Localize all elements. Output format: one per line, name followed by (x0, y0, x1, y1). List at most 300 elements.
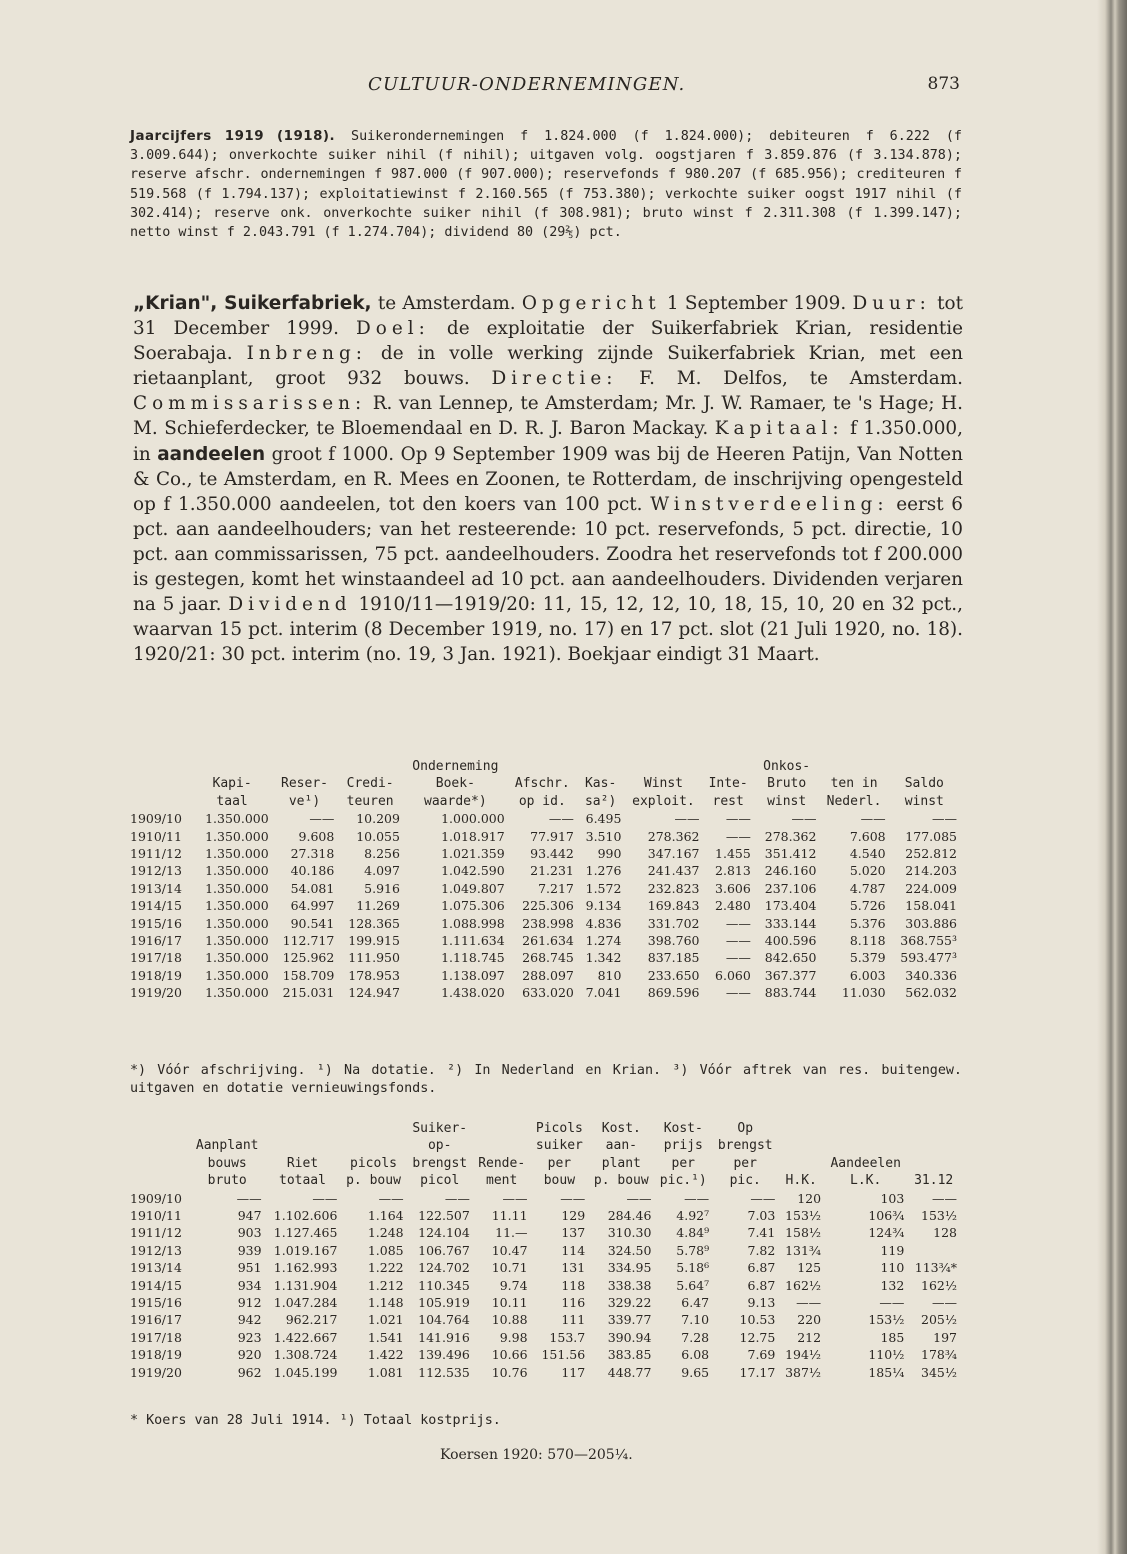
production-table-header-cell: Kost- (663, 1121, 703, 1136)
financial-table-header-cell: taal (216, 793, 248, 809)
financial-table-value-cell: 40.186 (290, 863, 335, 879)
krian-entry (133, 291, 963, 667)
financial-table-value-cell: 5.379 (849, 950, 886, 966)
financial-table-value-cell: 340.336 (905, 967, 957, 983)
production-table-value-cell: 10.66 (491, 1347, 528, 1363)
financial-table-value-cell: 278.362 (647, 828, 700, 844)
production-table-header-cell: L.K. (850, 1173, 882, 1189)
financial-table-header-cell: winst (767, 793, 807, 809)
financial-table-value-cell: 225.306 (522, 898, 574, 914)
financial-table-value-cell: 1.088.998 (441, 915, 505, 931)
financial-table-value-cell: 93.442 (530, 846, 574, 862)
financial-table-value-cell: —— (309, 811, 335, 827)
production-table-header-row (130, 1155, 960, 1172)
financial-table-header-cell: Bruto (767, 776, 807, 792)
production-table-value-cell: 329.22 (607, 1295, 652, 1311)
production-table-value-cell: 9.65 (681, 1364, 710, 1380)
production-table-header-cell: bruto (207, 1173, 247, 1189)
financial-table-header-cell (130, 793, 192, 810)
financial-table-header-cell: exploit. (632, 793, 695, 809)
financial-table-value-cell: 6.495 (585, 811, 622, 827)
production-table-value-cell: 1.422 (367, 1347, 404, 1363)
production-table-value-cell: 120 (797, 1190, 822, 1206)
label-inbreng: Inbreng: (246, 343, 367, 365)
financial-table-value-cell: 5.020 (849, 863, 886, 879)
production-table-value-cell: —— (502, 1190, 528, 1206)
financial-table-value-cell: —— (725, 933, 751, 949)
production-table-value-cell: 153½ (785, 1208, 822, 1224)
financial-table-header-cell: Afschr. (514, 776, 570, 792)
financial-table-value-cell: 112.717 (282, 933, 335, 949)
production-table-value-cell (907, 1242, 960, 1259)
production-table-row (130, 1346, 960, 1363)
production-table-value-cell: 5.64⁷ (676, 1277, 710, 1293)
financial-table-value-cell: 347.167 (647, 846, 700, 862)
financial-table-value-cell: 1.000.000 (441, 811, 505, 827)
financial-table-year-cell: 1915/16 (130, 915, 182, 931)
financial-table-value-cell: 2.813 (715, 863, 751, 879)
financial-table-header-cell: Kapi- (212, 776, 252, 792)
production-table-value-cell: —— (378, 1190, 404, 1206)
production-table-value-cell: 920 (237, 1347, 262, 1363)
financial-table-header-cell (702, 758, 753, 775)
production-table-value-cell: 339.77 (607, 1312, 652, 1328)
production-table-header-cell (778, 1155, 824, 1172)
production-table-value-cell: 129 (561, 1208, 586, 1224)
financial-table-value-cell: 367.377 (764, 967, 817, 983)
production-table-header-cell: per (547, 1155, 572, 1171)
financial-table-value-cell: 214.203 (905, 863, 957, 879)
financial-table-value-cell: 8.118 (849, 933, 886, 949)
running-header (130, 74, 960, 102)
financial-table-year-cell: 1916/17 (130, 933, 182, 949)
financial-table-value-cell: 1.118.745 (441, 950, 505, 966)
label-dividend: Dividend (228, 594, 352, 616)
financial-table-header-cell: Kas- (584, 776, 617, 792)
production-table-value-cell: 153½ (868, 1312, 905, 1328)
financial-table-value-cell: 224.009 (905, 880, 957, 896)
financial-table-value-cell: 261.634 (522, 933, 574, 949)
production-table-row (130, 1207, 960, 1224)
production-table-header-row (130, 1172, 960, 1189)
production-table-header-cell: Op (737, 1121, 754, 1136)
production-table-value-cell: 7.82 (747, 1242, 776, 1258)
production-table-header-cell: bouw (543, 1173, 576, 1189)
production-table-value-cell: 912 (237, 1295, 262, 1311)
label-doel: Doel: (356, 318, 430, 340)
production-table-value-cell: —— (236, 1190, 262, 1206)
financial-table-header-cell (577, 758, 625, 775)
production-table-value-cell: 923 (237, 1329, 262, 1345)
production-table-value-cell: 1.047.284 (273, 1295, 338, 1311)
financial-table-value-cell: 11.269 (356, 898, 400, 914)
production-table-header-cell (130, 1155, 190, 1172)
financial-table-value-cell: 1.138.097 (441, 967, 505, 983)
production-table-value-cell: 338.38 (607, 1277, 652, 1293)
production-table-value-cell: 132 (880, 1277, 905, 1293)
financial-table-value-cell: —— (860, 811, 886, 827)
production-table-header-cell (130, 1120, 190, 1137)
production-table-year-cell: 1910/11 (130, 1208, 182, 1224)
production-table-header-cell (130, 1172, 190, 1189)
financial-table-header-cell: Saldo (904, 776, 944, 792)
production-table-value-cell: 942 (237, 1312, 262, 1328)
production-table-value-cell: 104.764 (418, 1312, 470, 1328)
financial-table-header-cell: Credi- (346, 776, 394, 792)
production-table-header-cell: brengst (717, 1138, 773, 1154)
financial-table-row (130, 949, 960, 966)
krian-text-3: tot 31 December 1999. (133, 293, 963, 340)
financial-table-value-cell: 1.111.634 (441, 933, 505, 949)
label-opgericht: Opgericht (521, 293, 661, 314)
production-table-header-cell (778, 1120, 824, 1137)
production-table-value-cell: —— (684, 1190, 710, 1206)
financial-table-header-cell: rest (712, 793, 744, 809)
production-table-value-cell: 334.95 (607, 1260, 652, 1276)
financial-table-value-cell: 1.350.000 (205, 880, 269, 896)
financial-table-header-cell (272, 758, 338, 775)
production-table-header-cell: pic. (729, 1173, 761, 1189)
production-table-value-cell: 934 (237, 1277, 262, 1293)
financial-table-value-cell: 1.455 (715, 846, 751, 862)
production-table-value-cell: 106.767 (418, 1242, 470, 1258)
financial-table-value-cell: 3.606 (715, 880, 751, 896)
production-table-year-cell: 1914/15 (130, 1277, 182, 1293)
production-table-value-cell: 10.47 (491, 1242, 528, 1258)
financial-table-value-cell: 125.962 (282, 950, 335, 966)
financial-table (130, 758, 960, 1002)
financial-table-value-cell: 633.020 (522, 985, 574, 1001)
financial-table-value-cell: 7.041 (585, 985, 622, 1001)
krian-text-10: eerst 6 pct. aan aandeelhouders; van het resteerende: 10 pct. reservefonds, 5 pct. directie, 10 pct. aan commissarissen, 75 pct. aandeelhouders. Zoodra het reservefonds tot f 200.000 is gestegen, komt het winstaandeel ad 10 pct. aan aandeelhouders. Dividenden verjaren na 5 jaar. (133, 493, 963, 616)
financial-table-value-cell: 199.915 (348, 933, 400, 949)
production-table-value-cell: 106¾ (868, 1208, 905, 1224)
financial-table-header-cell (337, 758, 403, 775)
production-table-value-cell: 1.102.606 (273, 1208, 338, 1224)
financial-table-header-cell: Onkos- (763, 759, 811, 774)
financial-table-header-cell (889, 758, 960, 775)
financial-table-value-cell: —— (725, 828, 751, 844)
production-table-row (130, 1224, 960, 1241)
financial-table-value-cell: 5.916 (364, 880, 400, 896)
financial-table-value-cell: 278.362 (764, 828, 817, 844)
financial-table-value-cell: 1.438.020 (441, 985, 505, 1001)
production-table-value-cell: 111 (561, 1312, 586, 1328)
financial-table-value-cell: 232.823 (647, 880, 700, 896)
financial-table-year-cell: 1918/19 (130, 967, 182, 983)
krian-text-7: R. van Lennep, te Amsterdam; Mr. J. W. Ramaer, te 's Hage; H. M. Schieferdecker, te Bloemendaal en D. R. J. Baron Mackay. (133, 393, 963, 440)
production-table-value-cell: 947 (237, 1208, 262, 1224)
financial-table-header-cell: ve¹) (288, 793, 321, 809)
label-duur: Duur: (852, 293, 931, 314)
production-table-value-cell: 10.76 (491, 1364, 528, 1380)
financial-table-value-cell: 1.342 (585, 950, 622, 966)
production-table-header-cell: plant (601, 1155, 641, 1171)
production-table-row (130, 1364, 960, 1381)
production-table-value-cell: 284.46 (607, 1208, 652, 1224)
financial-table-header-cell: op id. (518, 793, 566, 809)
production-table-value-cell: 139.496 (418, 1347, 470, 1363)
production-table-header-row (130, 1120, 960, 1137)
production-table-value-cell: 1.045.199 (273, 1364, 338, 1380)
financial-table-value-cell: 215.031 (282, 985, 335, 1001)
production-table-value-cell: 6.08 (681, 1347, 710, 1363)
production-table-value-cell: 7.41 (747, 1225, 776, 1241)
financial-table-row (130, 932, 960, 949)
production-table-value-cell: 6.87 (747, 1260, 776, 1276)
financial-table-value-cell: 837.185 (647, 950, 700, 966)
production-table-value-cell: 131 (561, 1260, 586, 1276)
production-table-value-cell: 122.507 (418, 1208, 470, 1224)
financial-table-header-cell: Inte- (708, 776, 748, 792)
production-table-value-cell: 962 (237, 1364, 262, 1380)
production-table-value-cell: 1.212 (367, 1277, 404, 1293)
financial-table-header-row (130, 758, 960, 775)
financial-table-value-cell: 1.350.000 (205, 933, 269, 949)
production-table-value-cell: 185 (880, 1329, 905, 1345)
production-table-value-cell: 178¾ (921, 1347, 957, 1363)
production-table-row (130, 1294, 960, 1311)
production-table-value-cell: 1.085 (367, 1242, 404, 1258)
production-table-value-cell: 118 (561, 1277, 586, 1293)
koersen-line: Koersen 1920: 570—205¼. (440, 1447, 633, 1463)
production-table-value-cell: 1.131.904 (273, 1277, 338, 1293)
production-table-value-cell: 153½ (921, 1208, 957, 1224)
production-table-header-cell: Rende- (478, 1155, 526, 1171)
financial-table-value-cell: 368.755³ (900, 933, 957, 949)
financial-table-value-cell: —— (725, 950, 751, 966)
production-table-value-cell: 10.11 (491, 1295, 528, 1311)
production-table-value-cell: 110½ (868, 1347, 905, 1363)
production-table-value-cell: 105.919 (418, 1295, 470, 1311)
financial-table-value-cell: 27.318 (290, 846, 335, 862)
financial-table-value-cell: 5.726 (849, 898, 886, 914)
production-table-value-cell: 124¾ (868, 1225, 905, 1241)
production-table-value-cell: 387½ (785, 1364, 822, 1380)
production-table-header-cell: Riet (286, 1155, 319, 1171)
financial-table-value-cell: 237.106 (764, 880, 817, 896)
financial-table-year-cell: 1913/14 (130, 880, 182, 896)
financial-table-header-cell: Boek- (435, 776, 475, 792)
label-winstverdeeling: Winstverdeeling: (650, 493, 889, 515)
financial-table-value-cell: —— (674, 811, 700, 827)
production-table-value-cell: —— (750, 1190, 776, 1206)
running-title: CULTUUR-ONDERNEMINGEN. (368, 74, 686, 95)
production-table-value-cell: 194½ (785, 1347, 822, 1363)
production-table-value-cell: 110.345 (418, 1277, 470, 1293)
production-table-row (130, 1190, 960, 1207)
financial-table-value-cell: 11.030 (841, 985, 886, 1001)
production-table-row (130, 1311, 960, 1328)
financial-table-value-cell: 333.144 (764, 915, 817, 931)
financial-table-value-cell: 6.003 (849, 967, 886, 983)
production-table-header-cell: totaal (279, 1173, 326, 1189)
production-table-value-cell: —— (932, 1295, 957, 1311)
financial-table-value-cell: 593.477³ (900, 950, 957, 966)
production-table-value-cell: 1.308.724 (273, 1347, 338, 1363)
production-table-value-cell: 162½ (921, 1277, 957, 1293)
production-table-value-cell: 117 (561, 1364, 586, 1380)
production-table-value-cell: 12.75 (739, 1329, 776, 1345)
production-table-year-cell: 1912/13 (130, 1242, 182, 1258)
production-table-value-cell: —— (879, 1295, 905, 1311)
financial-table-value-cell: 64.997 (290, 898, 335, 914)
production-table-header-cell: prijs (663, 1138, 703, 1154)
financial-table-row (130, 915, 960, 932)
production-table-value-cell: 7.10 (681, 1312, 710, 1328)
production-table-header-cell: aan- (605, 1138, 637, 1154)
financial-table-value-cell: 1.018.917 (441, 828, 505, 844)
production-table-header-cell (824, 1120, 907, 1137)
financial-table-value-cell: 158.709 (282, 967, 335, 983)
production-table-year-cell: 1917/18 (130, 1329, 182, 1345)
production-table-value-cell: 5.78⁹ (676, 1242, 710, 1258)
production-table-value-cell: 345½ (921, 1364, 957, 1380)
financial-table-value-cell: 842.650 (764, 950, 817, 966)
financial-table-value-cell: 3.510 (585, 828, 622, 844)
financial-table-header-cell (624, 758, 702, 775)
financial-table-row (130, 845, 960, 862)
financial-table-value-cell: 1.276 (585, 863, 622, 879)
financial-table-value-cell: 1.572 (585, 880, 622, 896)
production-table-value-cell: 5.18⁶ (676, 1260, 710, 1276)
production-table-value-cell: 7.28 (681, 1329, 710, 1345)
label-commissarissen: Commissarissen: (133, 393, 367, 415)
financial-table-year-cell: 1914/15 (130, 898, 182, 914)
financial-table-header-cell (508, 758, 577, 775)
production-table-value-cell: —— (626, 1190, 652, 1206)
production-table-value-cell: 131¾ (785, 1242, 822, 1258)
krian-text-8: f 1.350.000, in (133, 418, 963, 465)
production-table-value-cell: 116 (561, 1295, 586, 1311)
production-table-value-cell: 1.222 (367, 1260, 404, 1276)
financial-table-value-cell: 111.950 (348, 950, 400, 966)
financial-table-footnote: *) Vóór afschrijving. ¹) Na dotatie. ²) In Nederland en Krian. ³) Vóór aftrek van res. buitengew. uitgaven en dotatie vernieuwingsfonds. (130, 1063, 962, 1096)
production-table-header-cell (130, 1137, 190, 1154)
production-table-value-cell: 6.87 (747, 1277, 776, 1293)
production-table (130, 1120, 960, 1381)
financial-table-header-row (130, 793, 960, 810)
financial-table-value-cell: 303.886 (905, 915, 957, 931)
production-table-value-cell: 310.30 (607, 1225, 652, 1241)
financial-table-value-cell: 54.081 (290, 880, 335, 896)
financial-table-value-cell: 178.953 (348, 967, 400, 983)
financial-table-row (130, 828, 960, 845)
production-table-header-cell (473, 1120, 531, 1137)
production-table-value-cell: 212 (797, 1329, 822, 1345)
financial-table-header-cell: sa²) (584, 793, 617, 809)
financial-table-value-cell: 1.350.000 (205, 915, 269, 931)
financial-table-value-cell: 241.437 (647, 863, 700, 879)
book-page-edge (1097, 0, 1127, 1554)
financial-table-row (130, 967, 960, 984)
production-table-value-cell: 10.53 (739, 1312, 776, 1328)
financial-table-value-cell: 1.042.590 (441, 863, 505, 879)
financial-table-header-cell: Winst (643, 776, 684, 792)
label-aandeelen: aandeelen (157, 443, 266, 465)
financial-table-value-cell: 1.350.000 (205, 811, 269, 827)
krian-text-1: te Amsterdam. (371, 293, 522, 314)
financial-table-value-cell: 562.032 (905, 985, 957, 1001)
financial-table-value-cell: 173.404 (764, 898, 817, 914)
financial-table-value-cell: 2.480 (715, 898, 751, 914)
production-table-value-cell: 9.13 (747, 1295, 776, 1311)
financial-table-header-cell (192, 758, 271, 775)
production-table-header-cell: brengst (412, 1155, 468, 1171)
financial-table-value-cell: 246.160 (764, 863, 817, 879)
production-table-value-cell: 119 (880, 1242, 905, 1258)
production-table-header-cell: Suiker- (412, 1121, 468, 1136)
production-table-year-cell: 1909/10 (130, 1190, 182, 1206)
financial-table-value-cell: 1.075.306 (441, 898, 505, 914)
production-table-value-cell: 220 (797, 1312, 822, 1328)
production-table-header-cell: Aandeelen (830, 1155, 901, 1171)
production-table-value-cell: 185¼ (868, 1364, 905, 1380)
production-table-header-cell: H.K. (785, 1173, 817, 1189)
production-table-value-cell: 114 (561, 1242, 586, 1258)
production-table-header-cell (473, 1137, 531, 1154)
financial-table-value-cell: —— (725, 915, 751, 931)
production-table-value-cell: 448.77 (607, 1364, 652, 1380)
production-table-value-cell: 110 (880, 1260, 905, 1276)
financial-table-header-cell: waarde*) (424, 793, 487, 809)
financial-table-value-cell: 268.745 (522, 950, 574, 966)
financial-table-value-cell: 8.256 (364, 846, 400, 862)
financial-table-row (130, 984, 960, 1001)
production-table-value-cell: 9.74 (499, 1277, 528, 1293)
production-table-value-cell: 390.94 (607, 1329, 652, 1345)
financial-table-value-cell: 4.836 (585, 915, 622, 931)
production-table-value-cell: 158½ (785, 1225, 822, 1241)
financial-table-value-cell: 128.365 (348, 915, 400, 931)
financial-table-year-cell: 1917/18 (130, 950, 182, 966)
production-table-value-cell: 112.535 (418, 1364, 470, 1380)
jaarcijfers-text: Suikerondernemingen f 1.824.000 (f 1.824.000); debiteuren f 6.222 (f 3.009.644); onverkochte suiker nihil (f nihil); uitgaven volg. oogstjaren f 3.859.876 (f 3.134.878); reserve afschr. ondernemingen f 987.000 (f 907.000); reservefonds f 980.207 (f 685.956); crediteuren f 519.568 (f 1.794.137); exploitatiewinst f 2.160.565 (f 753.380); verkochte suiker oogst 1917 nihil (f 302.414); reserve onk. onverkochte suiker nihil (f 308.981); bruto winst f 2.311.308 (f 1.399.147); netto winst f 2.043.791 (f 1.274.704); dividend 80 (29⅖) pct. (130, 129, 962, 241)
financial-table-value-cell: 4.097 (364, 863, 400, 879)
financial-table-value-cell: 90.541 (290, 915, 335, 931)
financial-table-value-cell: 21.231 (530, 863, 574, 879)
financial-table-value-cell: 4.540 (849, 846, 886, 862)
production-table-value-cell: 1.541 (367, 1329, 404, 1345)
financial-table-value-cell: 1.021.359 (441, 846, 505, 862)
financial-table-value-cell: 1.350.000 (205, 950, 269, 966)
production-table-value-cell: 10.88 (491, 1312, 528, 1328)
financial-table-value-cell: 7.217 (538, 880, 574, 896)
production-table-value-cell: 1.019.167 (273, 1242, 338, 1258)
financial-table-value-cell: 351.412 (764, 846, 817, 862)
production-table-year-cell: 1915/16 (130, 1295, 182, 1311)
krian-text-4: de exploitatie der Suikerfabriek Krian, residentie Soerabaja. (133, 318, 963, 365)
financial-table-row (130, 880, 960, 897)
production-table-value-cell: 903 (237, 1225, 262, 1241)
production-table-row (130, 1329, 960, 1346)
production-table-header-cell: per (733, 1155, 757, 1171)
production-table-value-cell: 9.98 (499, 1329, 528, 1345)
production-table-value-cell: 11.— (495, 1225, 528, 1241)
production-table-year-cell: 1918/19 (130, 1347, 182, 1363)
production-table-value-cell: 17.17 (739, 1364, 776, 1380)
financial-table-value-cell: —— (791, 811, 817, 827)
production-table-header-cell (340, 1137, 406, 1154)
production-table-year-cell: 1911/12 (130, 1225, 182, 1241)
page-number: 873 (927, 74, 960, 94)
financial-table-value-cell: —— (725, 811, 751, 827)
production-table-header-cell: picols (350, 1155, 397, 1171)
financial-table-value-cell: 398.760 (647, 933, 700, 949)
production-table-value-cell: 141.916 (418, 1329, 470, 1345)
financial-table-value-cell: 1.350.000 (205, 967, 269, 983)
production-table-value-cell: 162½ (785, 1277, 822, 1293)
